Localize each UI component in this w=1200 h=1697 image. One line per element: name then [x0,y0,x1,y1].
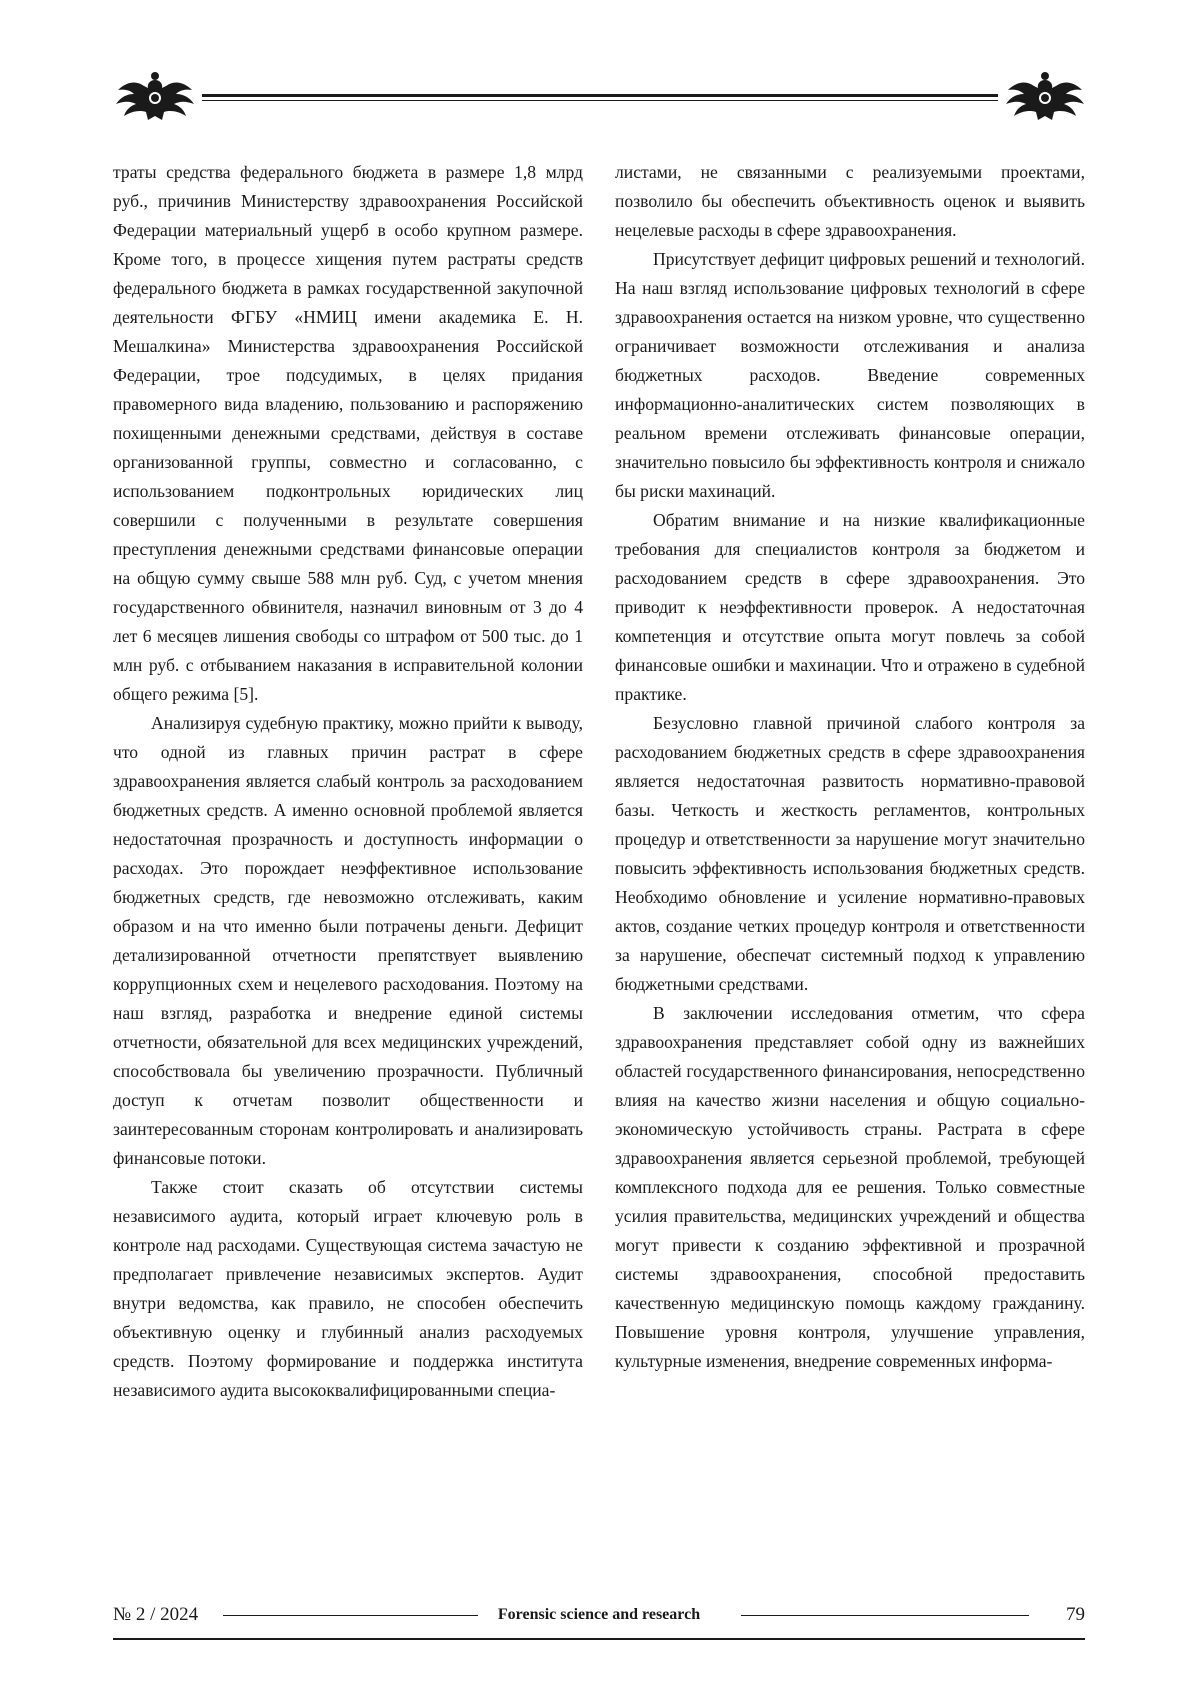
page-footer [113,1600,1085,1640]
paragraph: Также стоит сказать об отсутствии системы независимого аудита, который играет ключевую роль в контроле над расходами. Существующая система зачастую не предполагает привлечение независимых экспертов. Аудит внутри ведомства, как правило, не способен обеспечить объективную оценку и глубинный анализ расходуемых средств. Поэтому формирование и поддержка института независимого аудита высококвалифицированными специа- [113,1177,583,1400]
paragraph: Присутствует дефицит цифровых решений и технологий. На наш взгляд использование цифровых технологий в сфере здравоохранения остается на низком уровне, что существенно ограничивает возможности отслеживания и анализа бюджетных расходов. Введение современных информационно-аналитических систем позволяющих в реальном времени отслеживать финансовые операции, значительно повысило бы эффективность контроля и снижало бы риски махинаций. [615,249,1085,501]
header-rule [202,94,998,97]
issue-number: № 2 / 2024 [113,1604,199,1625]
paragraph: траты средства федерального бюджета в размере 1,8 млрд руб., причинив Министерству здравоохранения Российской Федерации материальный ущерб в особо крупном размере. Кроме того, в процессе хищения путем растраты средств федерального бюджета в рамках государственной закупочной деятельности ФГБУ «НМИЦ имени академика Е. Н. Мешалкина» Министерства здравоохранения Российской Федерации, трое подсудимых, в целях придания правомерного вида владению, пользованию и распоряжению похищенными денежными средствами, действуя в составе организованной группы, совместно и согласованно, с использованием подконтрольных юридических лиц совершили с полученными в результате совершения преступления денежными средствами финансовые операции на общую сумму свыше 588 млн руб. Суд, с учетом мнения государственного обвинителя, назначил виновным от 3 до 4 лет 6 месяцев лишения свободы со штрафом от 500 тыс. до 1 млн руб. с отбыванием наказания в исправительной колонии общего режима [5]. [113,162,583,704]
left-column [113,158,583,1578]
article-body [113,158,1085,1578]
right-column [615,158,1085,1578]
paragraph: Обратим внимание и на низкие квалификационные требования для специалистов контроля за бюджетом и расходованием средств в сфере здравоохранения. Это приводит к неэффективности проверок. А недостаточная компетенция и отсутствие опыта могут повлечь за собой финансовые ошибки и махинации. Что и отражено в судебной практике. [615,510,1085,704]
eagle-emblem-icon [110,68,200,128]
header-rule-thin [202,100,998,101]
paragraph: листами, не связанными с реализуемыми проектами, позволило бы обеспечить объективность оценок и выявить нецелевые расходы в сфере здравоохранения. [615,162,1085,240]
footer-bottom-rule [113,1638,1085,1640]
journal-title: Forensic science and research [497,1606,701,1623]
page-header [110,68,1090,128]
paragraph: Анализируя судебную практику, можно прийти к выводу, что одной из главных причин растрат в сфере здравоохранения является слабый контроль за расходованием бюджетных средств. А именно основной проблемой является недостаточная прозрачность и доступность информации о расходах. Это порождает неэффективное использование бюджетных средств, где невозможно отслеживать, каким образом и на что именно были потрачены деньги. Дефицит детализированной отчетности препятствует выявлению коррупционных схем и нецелевого расходования. Поэтому на наш взгляд, разработка и внедрение единой системы отчетности, обязательной для всех медицинских учреждений, способствовала бы увеличению прозрачности. Публичный доступ к отчетам позволит общественности и заинтересованным сторонам контролировать и анализировать финансовые потоки. [113,713,583,1168]
footer-rule-right [741,1615,1029,1616]
page-number: 79 [1066,1604,1085,1625]
paragraph: Безусловно главной причиной слабого контроля за расходованием бюджетных средств в сфере здравоохранения является недостаточная развитость нормативно-правовой базы. Четкость и жесткость регламентов, контрольных процедур и ответственности за нарушение могут значительно повысить эффективность использования бюджетных средств. Необходимо обновление и усиление нормативно-правовых актов, создание четких процедур контроля и ответственности за нарушение, обеспечат системный подход к управлению бюджетными средствами. [615,713,1085,994]
paragraph: В заключении исследования отметим, что сфера здравоохранения представляет собой одну из важнейших областей государственного финансирования, непосредственно влияя на качество жизни населения и общую социально-экономическую устойчивость страны. Растрата в сфере здравоохранения является серьезной проблемой, требующей комплексного подхода для ее решения. Только совместные усилия правительства, медицинских учреждений и общества могут привести к созданию эффективной и прозрачной системы здравоохранения, способной предоставить качественную медицинскую помощь каждому гражданину. Повышение уровня контроля, улучшение управления, культурные изменения, внедрение современных информа- [615,1003,1085,1371]
eagle-emblem-icon [1000,68,1090,128]
